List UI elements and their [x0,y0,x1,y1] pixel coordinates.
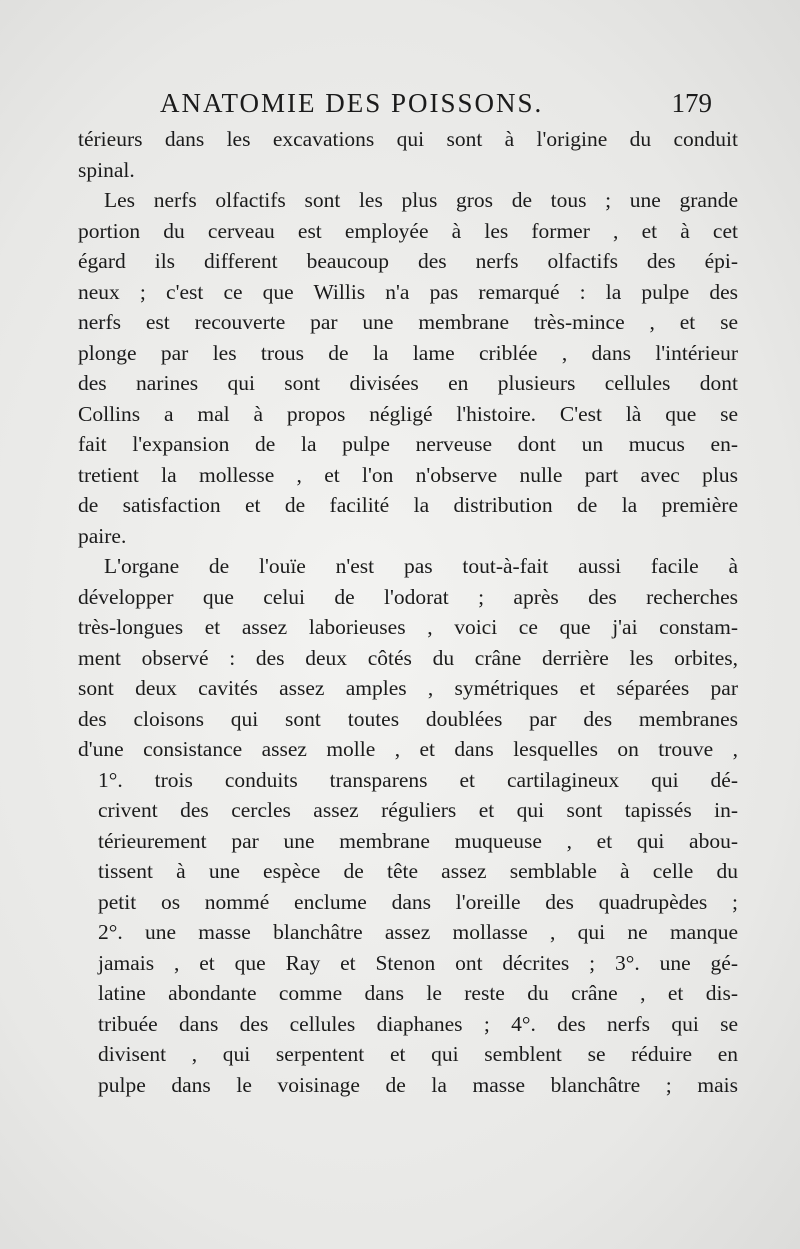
text-line: plonge par les trous de la lame criblée , dans l'intérieur [78,340,738,365]
page-number: 179 [671,88,712,118]
text-line: petit os nommé enclume dans l'oreille des quadrupèdes ; [98,889,738,914]
text-line: Collins a mal à propos négligé l'histoire. C'est là que se [78,401,738,426]
text-line: divisent , qui serpentent et qui semblent se réduire en [98,1042,738,1066]
body-text [78,124,738,1100]
text-line: paire. [78,523,127,548]
text-line: des narines qui sont divisées en plusieurs cellules dont [78,371,738,395]
text-line: térieurement par une membrane muqueuse , et qui abou- [98,828,738,853]
text-line: sont deux cavités assez amples , symétriques et séparées par [78,676,738,700]
text-line: portion du cerveau est employée à les former , et à cet [78,218,738,243]
text-line: spinal. [78,157,135,182]
text-line: d'une consistance assez molle , et dans lesquelles on trouve , [78,737,738,761]
text-line: développer que celui de l'odorat ; après des recherches [78,584,738,609]
text-line: L'organe de l'ouïe n'est pas tout-à-fait aussi facile à [104,554,738,578]
running-title: ANATOMIE DES POISSONS. [160,88,544,118]
text-line: nerfs est recouverte par une membrane très-mince , et se [78,310,738,334]
text-line: jamais , et que Ray et Stenon ont décrites ; 3°. une gé- [98,950,738,975]
text-line: latine abondante comme dans le reste du crâne , et dis- [98,981,738,1005]
text-line: 1°. trois conduits transparens et cartilagineux qui dé- [98,767,738,792]
text-line: tribuée dans des cellules diaphanes ; 4°. des nerfs qui se [98,1011,738,1036]
text-line: fait l'expansion de la pulpe nerveuse dont un mucus en- [78,432,738,456]
text-line: ment observé : des deux côtés du crâne derrière les orbites, [78,645,738,670]
text-line: des cloisons qui sont toutes doublées par des membranes [78,706,738,731]
text-line: tretient la mollesse , et l'on n'observe nulle part avec plus [78,462,738,487]
text-line: pulpe dans le voisinage de la masse blanchâtre ; mais [98,1072,738,1097]
text-line: tissent à une espèce de tête assez semblable à celle du [98,859,738,883]
text-line: neux ; c'est ce que Willis n'a pas remarqué : la pulpe des [78,279,738,304]
page-header [160,88,720,122]
text-line: Les nerfs olfactifs sont les plus gros de tous ; une grande [104,188,738,212]
text-line: égard ils different beaucoup des nerfs olfactifs des épi- [78,249,738,273]
text-line: de satisfaction et de facilité la distribution de la première [78,493,738,517]
text-line: 2°. une masse blanchâtre assez mollasse , qui ne manque [98,920,738,944]
text-line: très-longues et assez laborieuses , voici ce que j'ai constam- [78,615,738,639]
text-line: crivent des cercles assez réguliers et qui sont tapissés in- [98,798,738,822]
text-line: térieurs dans les excavations qui sont à l'origine du conduit [78,127,738,151]
